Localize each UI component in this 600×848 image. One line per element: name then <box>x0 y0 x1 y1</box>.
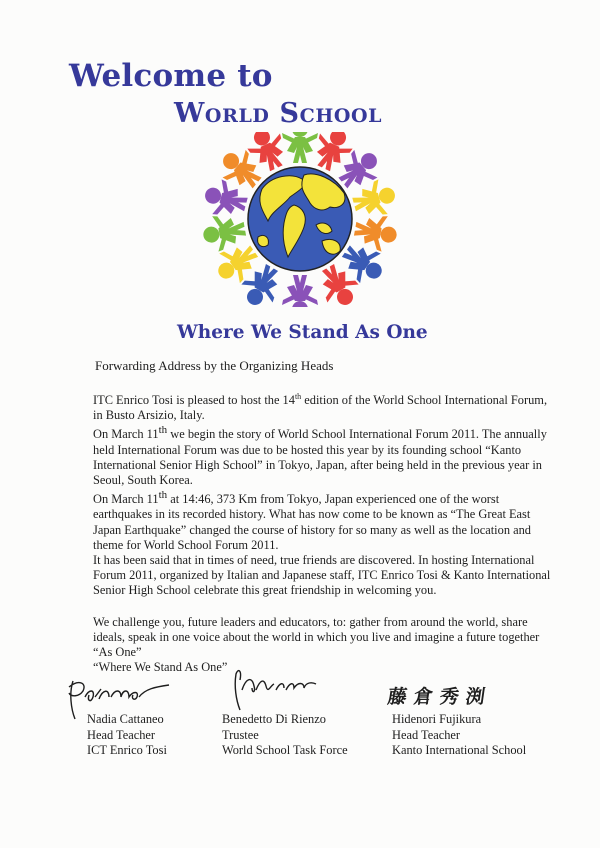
signatory-name: Benedetto Di Rienzo <box>222 712 326 726</box>
paragraph-2: On March 11th we begin the story of World School International Forum 2011. The annually held International Forum was due to be hosted this year by its founding school “Kanto International Senior High School” in Tokyo, Japan, after being held in the previous year in Seoul, South Korea. <box>93 424 547 488</box>
title-line-2: World School <box>174 98 383 129</box>
signatory-1 <box>87 712 167 759</box>
paragraph-4: It has been said that in times of need, true friends are discovered. In hosting International Forum 2011, organized by Italian and Japanese staff, ITC Enrico Tosi & Kanto International Senior High School celebrate this great friendship in welcoming you. <box>93 553 551 598</box>
globe-with-children-circle-icon <box>195 132 405 307</box>
signatory-org: ICT Enrico Tosi <box>87 743 167 757</box>
title-line-1: Welcome to <box>69 58 273 94</box>
signatory-role: Head Teacher <box>87 727 156 742</box>
signature-fujikura: 藤倉秀渕 <box>386 686 494 708</box>
signatory-role: Trustee <box>222 727 259 742</box>
subtitle: Forwarding Address by the Organizing Heads <box>95 358 334 373</box>
signature-di-rienzo <box>218 660 328 715</box>
paragraph-6: “Where We Stand As One” <box>93 660 228 675</box>
tagline: Where We Stand As One <box>177 322 428 343</box>
paragraph-5: We challenge you, future leaders and educators, to: gather from around the world, share ideals, speak in one voice about the world in which you live and imagine a future together “As One” <box>93 614 540 660</box>
signatory-2 <box>222 712 348 759</box>
signatory-org: Kanto International School <box>392 743 527 757</box>
letter-body <box>93 393 553 675</box>
signatory-name: Hidenori Fujikura <box>392 712 482 726</box>
paragraph-1: ITC Enrico Tosi is pleased to host the 14th edition of the World School International Forum, in Busto Arsizio, Italy. <box>93 391 548 423</box>
paragraph-3: On March 11th at 14:46, 373 Km from Tokyo, Japan experienced one of the worst earthquakes in its recorded history. What has now come to be known as “The Great East Japan Earthquake” changed the course of history for so many as well as the location and theme for World School Forum 2011. <box>93 489 531 552</box>
signatory-org: World School Task Force <box>222 743 348 757</box>
signatory-role: Head Teacher <box>392 727 461 742</box>
signatory-3 <box>392 712 526 759</box>
signatory-name: Nadia Cattaneo <box>87 712 164 726</box>
